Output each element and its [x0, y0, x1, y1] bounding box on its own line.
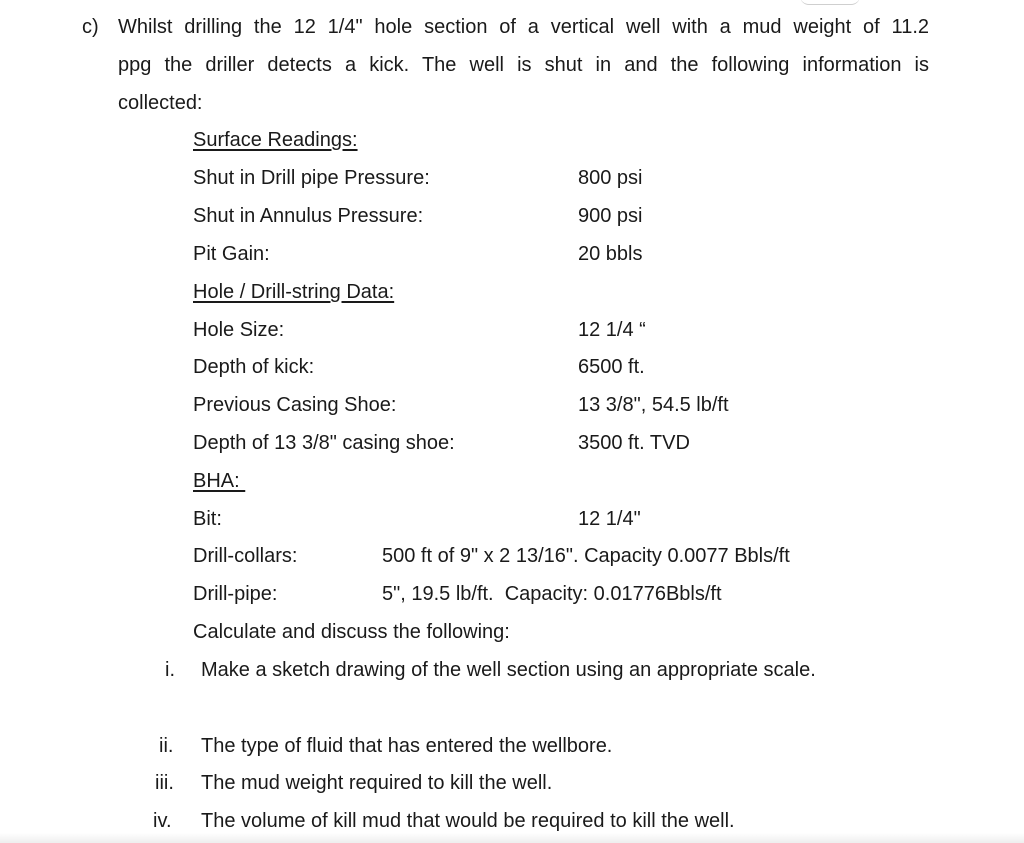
kick-depth-label: Depth of kick: [193, 356, 315, 378]
item-4-text: The volume of kill mud that would be required to kill the well. [201, 810, 735, 832]
question-label: c) [82, 16, 99, 38]
intro-line-3: collected: [118, 92, 203, 114]
kick-depth-value: 6500 ft. [578, 356, 645, 378]
scan-artifact [800, 0, 860, 5]
casing-shoe-label: Previous Casing Shoe: [193, 394, 397, 416]
item-2-text: The type of fluid that has entered the wellbore. [201, 735, 613, 757]
item-1-number: i. [165, 659, 175, 681]
sicp-value: 900 psi [578, 205, 643, 227]
item-3-number: iii. [155, 772, 174, 794]
drill-collars-value: 500 ft of 9" x 2 13/16". Capacity 0.0077 Bbls/ft [382, 545, 790, 567]
drill-pipe-value: 5", 19.5 lb/ft. Capacity: 0.01776Bbls/ft [382, 583, 722, 605]
bit-value: 12 1/4" [578, 508, 641, 530]
hole-size-label: Hole Size: [193, 319, 285, 341]
item-3-text: The mud weight required to kill the well. [201, 772, 553, 794]
drill-pipe-label: Drill-pipe: [193, 583, 278, 605]
bit-label: Bit: [193, 508, 222, 530]
intro-line-2: ppg the driller detects a kick. The well is shut in and the following information is [118, 54, 929, 76]
sicp-label: Shut in Annulus Pressure: [193, 205, 424, 227]
hole-data-heading: Hole / Drill-string Data: [193, 281, 395, 303]
pit-gain-label: Pit Gain: [193, 243, 270, 265]
shoe-depth-value: 3500 ft. TVD [578, 432, 690, 454]
item-2-number: ii. [159, 735, 174, 757]
intro-line-1: Whilst drilling the 12 1/4" hole section of a vertical well with a mud weight of 11.2 [118, 16, 929, 38]
sidpp-value: 800 psi [578, 167, 643, 189]
instruction-text: Calculate and discuss the following: [193, 621, 510, 643]
hole-size-value: 12 1/4 “ [578, 319, 646, 341]
item-1-text: Make a sketch drawing of the well section using an appropriate scale. [201, 659, 816, 681]
shoe-depth-label: Depth of 13 3/8" casing shoe: [193, 432, 455, 454]
surface-readings-heading: Surface Readings: [193, 129, 358, 151]
casing-shoe-value: 13 3/8", 54.5 lb/ft [578, 394, 729, 416]
bha-heading: BHA: [193, 470, 246, 492]
pit-gain-value: 20 bbls [578, 243, 643, 265]
scan-shadow [0, 833, 1024, 843]
item-4-number: iv. [153, 810, 172, 832]
sidpp-label: Shut in Drill pipe Pressure: [193, 167, 430, 189]
drill-collars-label: Drill-collars: [193, 545, 298, 567]
